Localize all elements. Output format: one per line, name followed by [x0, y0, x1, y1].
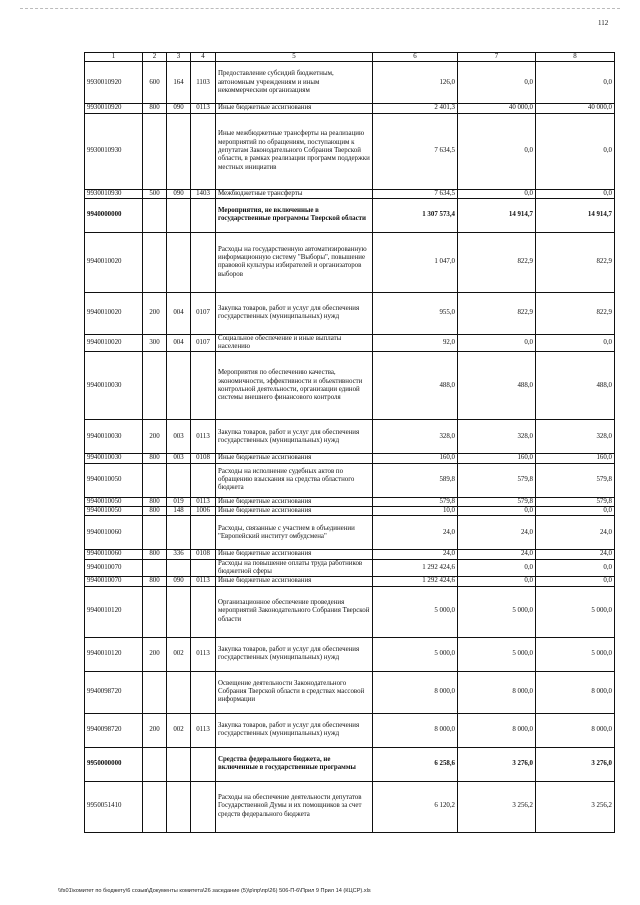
description-cell: Расходы на обеспечение деятельности депутатов Государственной Думы и их помощников за счет средств федерального бюджета	[216, 781, 373, 832]
section-code-cell: 0113	[191, 637, 216, 671]
description-cell: Иные межбюджетные трансферты на реализацию мероприятий по обращениям, поступающим к депутатам Законодательного Собрания Тверской области, в рамках реализации программ поддержки местных инициатив	[216, 113, 373, 189]
description-cell: Иные бюджетные ассигнования	[216, 577, 373, 586]
amount-col8-cell: 822,9	[536, 292, 615, 334]
amount-col6-cell: 328,0	[373, 420, 458, 454]
amount-col8-cell: 3 256,2	[536, 781, 615, 832]
amount-col6-cell: 1 292 424,6	[373, 577, 458, 586]
amount-col6-cell: 24,0	[373, 516, 458, 550]
amount-col8-cell: 40 000,0	[536, 104, 615, 113]
expense-type-cell: 800	[143, 550, 167, 559]
admin-code-cell	[167, 113, 191, 189]
amount-col6-cell: 1 292 424,6	[373, 559, 458, 577]
expense-type-cell	[143, 671, 167, 713]
admin-code-cell: 090	[167, 577, 191, 586]
section-code-cell	[191, 198, 216, 232]
amount-col8-cell: 5 000,0	[536, 586, 615, 637]
amount-col8-cell: 822,9	[536, 232, 615, 292]
admin-code-cell	[167, 198, 191, 232]
table-row	[85, 189, 615, 198]
table-row	[85, 586, 615, 637]
amount-col7-cell: 14 914,7	[458, 198, 536, 232]
section-code-cell: 1006	[191, 507, 216, 516]
amount-col7-cell: 8 000,0	[458, 671, 536, 713]
admin-code-cell: 003	[167, 420, 191, 454]
expense-type-cell	[143, 352, 167, 420]
header-cell: 5	[216, 53, 373, 62]
amount-col6-cell: 1 047,0	[373, 232, 458, 292]
description-cell: Расходы на повышение оплаты труда работников бюджетной сферы	[216, 559, 373, 577]
expense-type-cell: 200	[143, 713, 167, 747]
section-code-cell: 0113	[191, 420, 216, 454]
amount-col8-cell: 0,0	[536, 334, 615, 352]
admin-code-cell: 090	[167, 189, 191, 198]
header-cell: 8	[536, 53, 615, 62]
description-cell: Закупка товаров, работ и услуг для обеспечения государственных (муниципальных) нужд	[216, 292, 373, 334]
amount-col8-cell: 14 914,7	[536, 198, 615, 232]
expense-type-cell	[143, 463, 167, 497]
section-code-cell	[191, 781, 216, 832]
target-code-cell: 9940000000	[85, 198, 143, 232]
description-cell: Мероприятия, не включенные в государственные программы Тверской области	[216, 198, 373, 232]
amount-col7-cell: 488,0	[458, 352, 536, 420]
header-cell: 2	[143, 53, 167, 62]
table-row	[85, 454, 615, 463]
section-code-cell: 0113	[191, 104, 216, 113]
budget-table	[84, 52, 615, 833]
target-code-cell: 9940010060	[85, 550, 143, 559]
header-row	[85, 53, 615, 62]
table-row	[85, 420, 615, 454]
amount-col7-cell: 3 256,2	[458, 781, 536, 832]
expense-type-cell: 800	[143, 454, 167, 463]
amount-col7-cell: 5 000,0	[458, 637, 536, 671]
table-row	[85, 497, 615, 506]
amount-col6-cell: 6 258,6	[373, 747, 458, 781]
amount-col6-cell: 8 000,0	[373, 671, 458, 713]
section-code-cell	[191, 671, 216, 713]
target-code-cell: 9940010020	[85, 292, 143, 334]
target-code-cell: 9940098720	[85, 713, 143, 747]
scan-artifact-line	[20, 8, 620, 9]
expense-type-cell	[143, 559, 167, 577]
table-row	[85, 62, 615, 104]
table-row	[85, 113, 615, 189]
table-row	[85, 577, 615, 586]
admin-code-cell: 004	[167, 334, 191, 352]
amount-col8-cell: 488,0	[536, 352, 615, 420]
amount-col6-cell: 24,0	[373, 550, 458, 559]
target-code-cell: 9940010120	[85, 637, 143, 671]
admin-code-cell	[167, 671, 191, 713]
amount-col8-cell: 160,0	[536, 454, 615, 463]
amount-col8-cell: 24,0	[536, 516, 615, 550]
description-cell: Иные бюджетные ассигнования	[216, 507, 373, 516]
target-code-cell: 9930010930	[85, 113, 143, 189]
admin-code-cell: 003	[167, 454, 191, 463]
table-row	[85, 232, 615, 292]
admin-code-cell: 164	[167, 62, 191, 104]
table-row	[85, 292, 615, 334]
amount-col6-cell: 6 120,2	[373, 781, 458, 832]
target-code-cell: 9940010030	[85, 454, 143, 463]
target-code-cell: 9940010030	[85, 420, 143, 454]
amount-col6-cell: 8 000,0	[373, 713, 458, 747]
target-code-cell: 9940010070	[85, 559, 143, 577]
header-cell: 1	[85, 53, 143, 62]
description-cell: Расходы, связанные с участием в объединении "Европейский институт омбудсмена"	[216, 516, 373, 550]
amount-col8-cell: 0,0	[536, 507, 615, 516]
section-code-cell	[191, 747, 216, 781]
amount-col6-cell: 1 307 573,4	[373, 198, 458, 232]
amount-col8-cell: 328,0	[536, 420, 615, 454]
description-cell: Социальное обеспечение и иные выплаты населению	[216, 334, 373, 352]
table-row	[85, 352, 615, 420]
expense-type-cell: 600	[143, 62, 167, 104]
section-code-cell: 0113	[191, 497, 216, 506]
amount-col7-cell: 822,9	[458, 232, 536, 292]
table-row	[85, 334, 615, 352]
amount-col7-cell: 8 000,0	[458, 713, 536, 747]
description-cell: Расходы на исполнение судебных актов по обращению взыскания на средства областного бюджета	[216, 463, 373, 497]
section-code-cell	[191, 463, 216, 497]
expense-type-cell: 200	[143, 292, 167, 334]
admin-code-cell	[167, 352, 191, 420]
target-code-cell: 9940010050	[85, 497, 143, 506]
admin-code-cell	[167, 516, 191, 550]
amount-col7-cell: 3 276,0	[458, 747, 536, 781]
section-code-cell: 0107	[191, 334, 216, 352]
file-path-footer: \\fs01\комитет по бюджету\6 созыв\Документы комитета\26 заседание (5)\р\пр\пр\26) 506-П-6\Прил 9 Прил 14 (КЦСР).xls	[58, 888, 371, 894]
table-row	[85, 198, 615, 232]
amount-col7-cell: 579,8	[458, 497, 536, 506]
amount-col8-cell: 8 000,0	[536, 671, 615, 713]
amount-col7-cell: 0,0	[458, 559, 536, 577]
expense-type-cell: 300	[143, 334, 167, 352]
amount-col6-cell: 126,0	[373, 62, 458, 104]
target-code-cell: 9940098720	[85, 671, 143, 713]
expense-type-cell	[143, 516, 167, 550]
target-code-cell: 9940010020	[85, 232, 143, 292]
amount-col6-cell: 589,8	[373, 463, 458, 497]
amount-col7-cell: 24,0	[458, 516, 536, 550]
description-cell: Иные бюджетные ассигнования	[216, 497, 373, 506]
amount-col7-cell: 579,8	[458, 463, 536, 497]
target-code-cell: 9930010920	[85, 62, 143, 104]
amount-col7-cell: 24,0	[458, 550, 536, 559]
amount-col8-cell: 0,0	[536, 189, 615, 198]
admin-code-cell	[167, 781, 191, 832]
admin-code-cell	[167, 586, 191, 637]
target-code-cell: 9940010060	[85, 516, 143, 550]
description-cell: Иные бюджетные ассигнования	[216, 454, 373, 463]
section-code-cell: 0107	[191, 292, 216, 334]
amount-col7-cell: 0,0	[458, 507, 536, 516]
table-row	[85, 507, 615, 516]
expense-type-cell	[143, 232, 167, 292]
section-code-cell: 0113	[191, 713, 216, 747]
amount-col8-cell: 24,0	[536, 550, 615, 559]
amount-col8-cell: 3 276,0	[536, 747, 615, 781]
amount-col6-cell: 488,0	[373, 352, 458, 420]
amount-col6-cell: 92,0	[373, 334, 458, 352]
table-row	[85, 550, 615, 559]
admin-code-cell: 002	[167, 637, 191, 671]
amount-col7-cell: 0,0	[458, 577, 536, 586]
table-row	[85, 671, 615, 713]
description-cell: Закупка товаров, работ и услуг для обеспечения государственных (муниципальных) нужд	[216, 420, 373, 454]
amount-col6-cell: 579,8	[373, 497, 458, 506]
table-body	[85, 53, 615, 833]
expense-type-cell: 800	[143, 577, 167, 586]
section-code-cell	[191, 352, 216, 420]
target-code-cell: 9940010050	[85, 463, 143, 497]
table-row	[85, 637, 615, 671]
section-code-cell	[191, 559, 216, 577]
table-row	[85, 747, 615, 781]
admin-code-cell: 004	[167, 292, 191, 334]
table-row	[85, 104, 615, 113]
section-code-cell: 1403	[191, 189, 216, 198]
section-code-cell: 0108	[191, 550, 216, 559]
expense-type-cell: 200	[143, 637, 167, 671]
amount-col8-cell: 0,0	[536, 577, 615, 586]
expense-type-cell: 800	[143, 104, 167, 113]
amount-col7-cell: 40 000,0	[458, 104, 536, 113]
amount-col8-cell: 579,8	[536, 497, 615, 506]
expense-type-cell	[143, 586, 167, 637]
table-row	[85, 516, 615, 550]
amount-col8-cell: 0,0	[536, 559, 615, 577]
amount-col7-cell: 0,0	[458, 113, 536, 189]
amount-col6-cell: 10,0	[373, 507, 458, 516]
admin-code-cell: 148	[167, 507, 191, 516]
amount-col6-cell: 160,0	[373, 454, 458, 463]
target-code-cell: 9930010920	[85, 104, 143, 113]
amount-col6-cell: 5 000,0	[373, 637, 458, 671]
admin-code-cell: 336	[167, 550, 191, 559]
description-cell: Предоставление субсидий бюджетным, автономным учреждениям и иным некоммерческим организациям	[216, 62, 373, 104]
expense-type-cell	[143, 747, 167, 781]
table-row	[85, 559, 615, 577]
description-cell: Иные бюджетные ассигнования	[216, 104, 373, 113]
description-cell: Расходы на государственную автоматизированную информационную систему "Выборы", повышение правовой культуры избирателей и организаторов выборов	[216, 232, 373, 292]
admin-code-cell	[167, 463, 191, 497]
table-row	[85, 781, 615, 832]
amount-col7-cell: 0,0	[458, 334, 536, 352]
section-code-cell: 0113	[191, 577, 216, 586]
target-code-cell: 9940010070	[85, 577, 143, 586]
target-code-cell: 9940010020	[85, 334, 143, 352]
section-code-cell: 1103	[191, 62, 216, 104]
admin-code-cell: 002	[167, 713, 191, 747]
header-cell: 4	[191, 53, 216, 62]
section-code-cell	[191, 232, 216, 292]
target-code-cell: 9940010050	[85, 507, 143, 516]
target-code-cell: 9950000000	[85, 747, 143, 781]
amount-col7-cell: 5 000,0	[458, 586, 536, 637]
admin-code-cell: 019	[167, 497, 191, 506]
section-code-cell	[191, 516, 216, 550]
amount-col8-cell: 8 000,0	[536, 713, 615, 747]
target-code-cell: 9940010030	[85, 352, 143, 420]
header-cell: 3	[167, 53, 191, 62]
expense-type-cell	[143, 198, 167, 232]
amount-col7-cell: 0,0	[458, 189, 536, 198]
amount-col8-cell: 0,0	[536, 62, 615, 104]
description-cell: Иные бюджетные ассигнования	[216, 550, 373, 559]
target-code-cell: 9950051410	[85, 781, 143, 832]
amount-col6-cell: 7 634,5	[373, 113, 458, 189]
section-code-cell: 0108	[191, 454, 216, 463]
description-cell: Организационное обеспечение проведения мероприятий Законодательного Собрания Тверской области	[216, 586, 373, 637]
amount-col8-cell: 579,8	[536, 463, 615, 497]
amount-col7-cell: 328,0	[458, 420, 536, 454]
section-code-cell	[191, 113, 216, 189]
target-code-cell: 9930010930	[85, 189, 143, 198]
amount-col7-cell: 822,9	[458, 292, 536, 334]
amount-col6-cell: 5 000,0	[373, 586, 458, 637]
header-cell: 7	[458, 53, 536, 62]
description-cell: Закупка товаров, работ и услуг для обеспечения государственных (муниципальных) нужд	[216, 713, 373, 747]
section-code-cell	[191, 586, 216, 637]
admin-code-cell	[167, 747, 191, 781]
amount-col8-cell: 5 000,0	[536, 637, 615, 671]
description-cell: Мероприятия по обеспечению качества, экономичности, эффективности и объективности контрольной деятельности, организации единой системы внешнего финансового контроля	[216, 352, 373, 420]
amount-col7-cell: 0,0	[458, 62, 536, 104]
amount-col8-cell: 0,0	[536, 113, 615, 189]
expense-type-cell: 800	[143, 497, 167, 506]
description-cell: Средства федерального бюджета, не включенные в государственные программы	[216, 747, 373, 781]
table-row	[85, 713, 615, 747]
description-cell: Закупка товаров, работ и услуг для обеспечения государственных (муниципальных) нужд	[216, 637, 373, 671]
target-code-cell: 9940010120	[85, 586, 143, 637]
expense-type-cell: 800	[143, 507, 167, 516]
page-number: 112	[598, 19, 609, 27]
amount-col6-cell: 955,0	[373, 292, 458, 334]
admin-code-cell	[167, 232, 191, 292]
header-cell: 6	[373, 53, 458, 62]
admin-code-cell: 090	[167, 104, 191, 113]
expense-type-cell	[143, 113, 167, 189]
expense-type-cell	[143, 781, 167, 832]
amount-col6-cell: 7 634,5	[373, 189, 458, 198]
amount-col6-cell: 2 401,3	[373, 104, 458, 113]
table-row	[85, 463, 615, 497]
admin-code-cell	[167, 559, 191, 577]
description-cell: Освещение деятельности Законодательного Собрания Тверской области в средствах массовой информации	[216, 671, 373, 713]
expense-type-cell: 200	[143, 420, 167, 454]
description-cell: Межбюджетные трансферты	[216, 189, 373, 198]
amount-col7-cell: 160,0	[458, 454, 536, 463]
expense-type-cell: 500	[143, 189, 167, 198]
